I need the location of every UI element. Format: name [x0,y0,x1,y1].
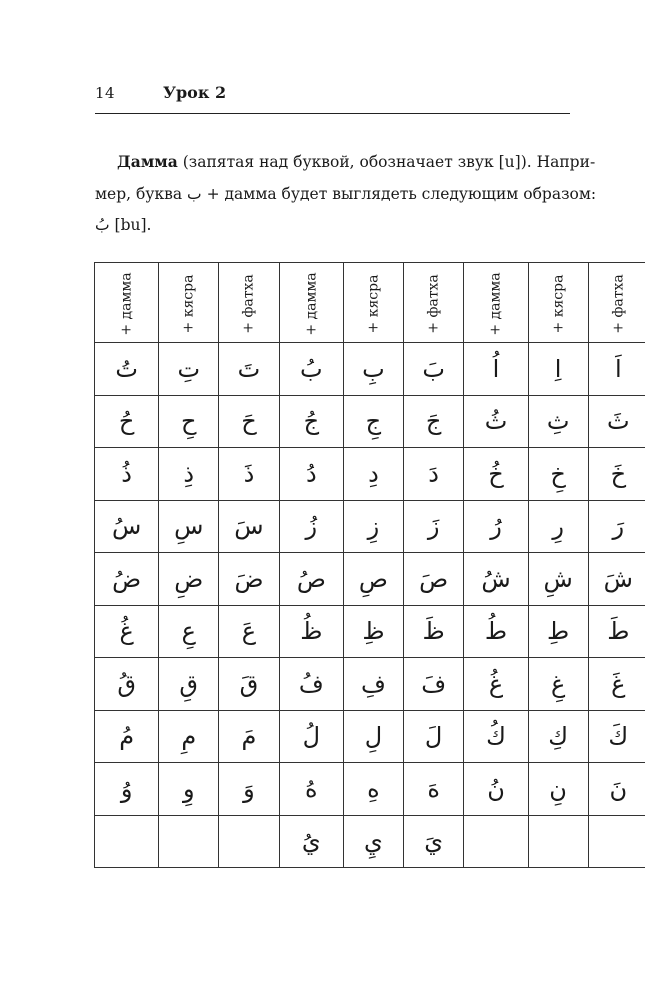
arabic-syllable: زَ [427,512,440,541]
arabic-syllable: ذِ [183,459,195,488]
table-cell [343,500,403,553]
table-cell [528,448,588,501]
table-cell [528,815,588,868]
table-cell [588,658,645,711]
table-cell [159,448,219,501]
column-header: + дамма [95,263,159,343]
table-cell [219,448,279,501]
paragraph-text: + дамма будет выглядеть следующим образом: [201,184,597,203]
table-cell [219,763,279,816]
arabic-syllable: طِ [547,617,570,646]
paragraph-line-1 [95,146,596,179]
arabic-syllable: لَ [424,722,443,751]
arabic-example-bu: بُ [95,216,110,234]
table-cell [588,500,645,553]
arabic-syllable: جُ [303,407,320,436]
table-cell [588,815,645,868]
arabic-syllable: سِ [174,512,204,541]
table-cell [464,343,528,396]
table-cell [528,605,588,658]
arabic-syllable: مِ [181,722,197,751]
column-header: + фатха [403,263,463,343]
arabic-syllable: حِ [180,407,197,436]
arabic-syllable: سَ [234,512,264,541]
arabic-syllable: هَ [427,774,440,803]
table-row [95,710,645,763]
arabic-syllable: ثُ [484,407,508,436]
arabic-syllable: حُ [118,407,135,436]
table-cell [588,763,645,816]
arabic-syllable: قِ [179,669,199,698]
table-row [95,763,645,816]
arabic-syllable: مُ [119,722,135,751]
table-cell [528,763,588,816]
table-cell [279,395,343,448]
table-cell [159,343,219,396]
table-cell [464,448,528,501]
table-cell [464,553,528,606]
table-cell [95,343,159,396]
table-cell [403,763,463,816]
table-cell [95,448,159,501]
arabic-syllable: وَ [243,774,255,803]
arabic-syllable: ظِ [362,617,385,646]
arabic-syllable: زِ [367,512,380,541]
arabic-syllable: فِ [360,669,386,698]
arabic-syllable: نَ [609,774,628,803]
arabic-syllable: كِ [548,722,568,751]
arabic-syllable: بِ [362,354,385,383]
table-cell [219,710,279,763]
table-cell [219,553,279,606]
arabic-syllable: كَ [608,722,629,751]
arabic-syllable: وُ [120,774,133,803]
table-cell [279,500,343,553]
arabic-syllable: عِ [181,617,196,646]
table-cell [159,395,219,448]
arabic-syllable: قُ [117,669,136,698]
table-cell [279,658,343,711]
table-cell [159,763,219,816]
arabic-syllable: ضُ [112,564,142,593]
table-cell [95,605,159,658]
table-cell [159,710,219,763]
table-cell [464,658,528,711]
column-header: + дамма [279,263,343,343]
table-cell [343,658,403,711]
table-cell [95,395,159,448]
arabic-syllable: شَ [603,564,633,593]
table-cell [95,710,159,763]
arabic-syllable: فُ [298,669,324,698]
table-row [95,395,645,448]
page-number: 14 [95,84,116,102]
arabic-syllable: عَ [241,617,257,646]
table-cell [528,658,588,711]
arabic-syllable: بَ [422,354,445,383]
chapter-title: Урок 2 [163,83,227,102]
arabic-syllable: صِ [358,564,388,593]
table-cell [528,710,588,763]
arabic-syllable: غُ [119,617,134,646]
table-row [95,448,645,501]
table-cell [403,710,463,763]
arabic-syllable: صُ [296,564,326,593]
arabic-syllable: هُ [305,774,318,803]
arabic-syllable: ظَ [422,617,445,646]
table-cell [403,605,463,658]
table-row [95,343,645,396]
table-header-row [95,263,645,343]
arabic-syllable: قَ [239,669,259,698]
arabic-syllable: تَ [237,354,261,383]
table-cell [403,815,463,868]
table-cell [403,500,463,553]
table-cell [343,343,403,396]
table-cell [343,763,403,816]
table-cell [343,710,403,763]
table-cell [219,500,279,553]
column-header: + кясра [159,263,219,343]
arabic-syllable: لِ [364,722,383,751]
table-cell [528,343,588,396]
table-cell [464,710,528,763]
table-cell [464,500,528,553]
arabic-syllable: خِ [550,459,566,488]
arabic-letter-ba: ب [187,184,202,203]
arabic-syllable: ذُ [121,459,132,488]
table-row [95,658,645,711]
table-cell [464,763,528,816]
arabic-syllable: فَ [421,669,447,698]
arabic-syllable: سُ [111,512,142,541]
arabic-syllable: غَ [611,669,626,698]
arabic-syllable: هِ [367,774,380,803]
arabic-syllable: جِ [365,407,382,436]
table-cell [343,605,403,658]
table-cell [464,815,528,868]
table-cell [588,605,645,658]
table-cell [159,500,219,553]
table-cell [403,448,463,501]
table-cell [159,815,219,868]
arabic-syllable: وِ [182,774,195,803]
table-cell [159,553,219,606]
column-header: + фатха [219,263,279,343]
column-header: + кясра [343,263,403,343]
table-cell [403,395,463,448]
arabic-syllable: اِ [554,354,562,383]
arabic-syllable: لُ [302,722,321,751]
table-cell [95,658,159,711]
paragraph-line-3 [95,210,571,242]
term-damma: Дамма [117,152,178,171]
table-cell [588,395,645,448]
vowel-table [94,262,645,868]
arabic-syllable: يُ [301,827,321,856]
table-cell [528,553,588,606]
arabic-syllable: اَ [614,354,622,383]
table-cell [403,343,463,396]
table-cell [588,448,645,501]
table-row [95,500,645,553]
arabic-syllable: غُ [488,669,504,698]
table-cell [464,395,528,448]
arabic-syllable: غِ [550,669,566,698]
table-cell [159,605,219,658]
table-cell [403,553,463,606]
arabic-syllable: جَ [425,407,442,436]
table-cell [403,658,463,711]
table-cell [343,553,403,606]
arabic-syllable: ثِ [546,407,570,436]
column-header: + фатха [588,263,645,343]
arabic-syllable: رِ [552,512,564,541]
table-cell [343,395,403,448]
table-cell [588,343,645,396]
table-cell [464,605,528,658]
column-header: + дамма [464,263,528,343]
arabic-syllable: نُ [487,774,505,803]
arabic-syllable: طَ [607,617,630,646]
arabic-syllable: صَ [419,564,449,593]
table-cell [343,448,403,501]
arabic-syllable: مَ [241,722,257,751]
arabic-syllable: ضِ [174,564,204,593]
table-cell [528,395,588,448]
table-cell [159,658,219,711]
table-row [95,605,645,658]
table-cell [95,815,159,868]
paragraph-line-2 [95,179,597,211]
arabic-syllable: يَ [424,827,444,856]
table-cell [95,553,159,606]
arabic-syllable: رُ [490,512,502,541]
table-cell [219,395,279,448]
arabic-syllable: شِ [543,564,573,593]
table-cell [279,605,343,658]
arabic-syllable: حَ [241,407,257,436]
table-cell [219,658,279,711]
arabic-syllable: ضَ [234,564,264,593]
table-cell [279,553,343,606]
table-row [95,815,645,868]
table-cell [219,343,279,396]
table-cell [95,500,159,553]
table-cell [279,763,343,816]
table-cell [279,710,343,763]
arabic-syllable: دَ [428,459,439,488]
paragraph-text: (запятая над буквой, обозначает звук [u]). Напри- [177,153,596,171]
arabic-syllable: كُ [486,722,506,751]
table-row [95,553,645,606]
arabic-syllable: خَ [610,459,627,488]
column-header: + кясра [528,263,588,343]
table-cell [219,815,279,868]
paragraph-text: мер, буква [95,184,188,203]
arabic-syllable: رَ [612,512,625,541]
arabic-syllable: طُ [484,617,508,646]
arabic-syllable: يِ [364,827,383,856]
body-paragraph [95,146,597,242]
table-cell [95,763,159,816]
arabic-syllable: نِ [549,774,567,803]
table-cell [528,500,588,553]
table-cell [279,448,343,501]
arabic-syllable: زُ [305,512,318,541]
arabic-syllable: بُ [300,354,323,383]
transliteration: [bu]. [109,216,152,234]
page-header [95,84,570,114]
table-cell [279,343,343,396]
table-cell [588,553,645,606]
table-cell [279,815,343,868]
table-cell [219,605,279,658]
table-cell [588,710,645,763]
arabic-syllable: دِ [368,459,379,488]
arabic-syllable: ظُ [300,617,323,646]
table-cell [343,815,403,868]
arabic-syllable: اُ [492,354,500,383]
header-divider [95,113,570,114]
arabic-syllable: خُ [488,459,504,488]
arabic-syllable: ثَ [607,407,630,436]
arabic-syllable: ذَ [243,459,255,488]
arabic-syllable: دُ [305,459,317,488]
arabic-syllable: شُ [481,564,511,593]
arabic-syllable: تُ [115,354,138,383]
arabic-syllable: تِ [177,354,201,383]
